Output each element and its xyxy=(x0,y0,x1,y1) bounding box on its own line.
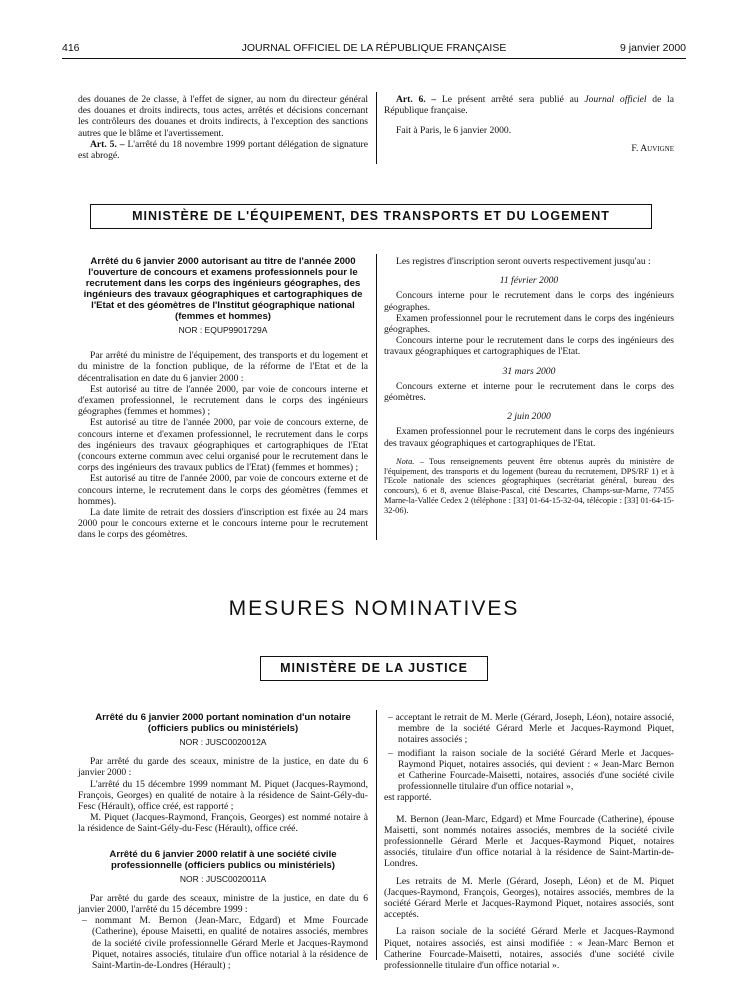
date2-item: Concours externe et interne pour le recrutement dans le corps des géomètres. xyxy=(384,380,674,404)
date1-item-1: Concours interne pour le recrutement dans le corps des ingénieurs géographes. xyxy=(384,290,674,313)
arrete2-para-3: M. Piquet (Jacques-Raymond, François, Georges) est nommé notaire à la résidence de Saint-Gély-du-Fesc (Hérault), office créé. xyxy=(78,812,368,835)
art6-text-b: de la République française. xyxy=(384,94,674,117)
page-number: 416 xyxy=(62,42,80,54)
justice-right-column xyxy=(384,712,674,971)
ministry-equipement-box: MINISTÈRE DE L'ÉQUIPEMENT, DES TRANSPORTS ET DU LOGEMENT xyxy=(90,204,652,229)
date-2-juin: 2 juin 2000 xyxy=(507,411,551,423)
header-rule xyxy=(62,58,686,59)
fait-a-paris: Fait à Paris, le 6 janvier 2000. xyxy=(396,125,512,137)
issue-date: 9 janvier 2000 xyxy=(620,42,686,54)
arrete3-dash-1: – nommant M. Bernon (Jean-Marc, Edgard) et Mme Fourcade (Catherine), épouse Maisetti, en qualité de notaires associés, membres de la société civile professionnelle Gérard Merle et Jacques-Raymond Piquet, notaires associés, titulaire d'un office notarial à la résidence de Saint-Martin-de-Londres (Hérault) ; xyxy=(82,915,368,972)
arrete1-right-column xyxy=(384,256,674,516)
arrete3-para-2: Les retraits de M. Merle (Gérard, Joseph, Léon) et de M. Piquet (Jacques-Raymond, François, Georges), notaires associés, membres de la société Gérard Merle et Jacques-Raymond Piquet, notaires associés, sont acceptés. xyxy=(384,875,674,921)
arrete3-dash-2: – acceptant le retrait de M. Merle (Gérard, Joseph, Léon), notaire associé, membre de la société Gérard Merle et Jacques-Raymond Piquet, notaires associés ; xyxy=(388,712,674,746)
date-31-mars: 31 mars 2000 xyxy=(502,365,556,377)
registres-intro: Les registres d'inscription seront ouverts respectivement jusqu'au : xyxy=(396,256,651,267)
arrete1-nor: NOR : EQUP9901729A xyxy=(178,325,268,335)
date-11-fevrier: 11 février 2000 xyxy=(499,275,559,287)
arrete3-nor: NOR : JUSC0020011A xyxy=(179,873,267,884)
section-title: MESURES NOMINATIVES xyxy=(228,597,520,620)
delegation-paragraph: des douanes de 2e classe, à l'effet de signer, au nom du directeur général des douanes et droits indirects, tous actes, arrêtés et décisions concernant les contrôleurs des douanes et droits indirects, à l'exception des sanctions autres que le blâme et l'avertissement. xyxy=(78,94,368,139)
art6-label: Art. 6. – xyxy=(396,94,437,105)
arrete1-para-5: La date limite de retrait des dossiers d'inscription est fixée au 24 mars 2000 pour le concours externe et le concours interne pour le recrutement dans le corps des géomètres. xyxy=(78,507,368,541)
top-right-column xyxy=(384,94,674,154)
date1-item-2: Examen professionnel pour le recrutement dans le corps des ingénieurs géographes. xyxy=(384,312,674,336)
signature: F. Auvigne xyxy=(631,142,674,154)
arrete3-title: Arrêté du 6 janvier 2000 relatif à une société civile professionnelle (officiers publics ou ministériels) xyxy=(109,848,337,871)
art5-label: Art. 5. – xyxy=(90,138,125,150)
art5-text: L'arrêté du 18 novembre 1999 portant délégation de signature est abrogé. xyxy=(78,138,368,162)
arrete2-title: Arrêté du 6 janvier 2000 portant nomination d'un notaire (officiers publics ou ministériels) xyxy=(95,712,351,734)
justice-left-column xyxy=(78,712,368,971)
ministry-justice-box: MINISTÈRE DE LA JUSTICE xyxy=(260,656,488,681)
arrete1-para-1: Par arrêté du ministre de l'équipement, des transports et du logement et du ministre de la fonction publique, de la réforme de l'Etat et de la décentralisation en date du 6 janvier 2000 : xyxy=(78,350,368,384)
top-left-column xyxy=(78,94,368,161)
arrete3-para-1: M. Bernon (Jean-Marc, Edgard) et Mme Fourcade (Catherine), épouse Maisetti, sont nommés notaires associés, membres de la société civile professionnelle Gérard Merle et Jacques-Raymond Piquet, notaires associés, titulaire d'un office notarial à la résidence de Saint-Martin-de-Londres. xyxy=(384,813,674,870)
arrete2-para-1: Par arrêté du garde des sceaux, ministre de la justice, en date du 6 janvier 2000 : xyxy=(78,756,368,779)
column-divider-middle xyxy=(376,254,377,540)
arrete1-para-4: Est autorisé au titre de l'année 2000, par voie de concours externe et de concours interne, le recrutement dans le corps des géomètres (femmes et hommes). xyxy=(78,473,368,507)
date1-item-3: Concours interne pour le recrutement dans le corps des ingénieurs des travaux géographiques et cartographiques de l'Etat. xyxy=(384,335,674,358)
column-divider-top xyxy=(376,92,377,164)
journal-title: JOURNAL OFFICIEL DE LA RÉPUBLIQUE FRANÇAISE xyxy=(241,42,507,54)
art6-text-a: Le présent arrêté sera publié au xyxy=(441,94,579,105)
nota-label: Nota. xyxy=(396,456,415,466)
arrete1-para-2: Est autorisé au titre de l'année 2000, par voie de concours interne et d'examen professionnel, le recrutement dans le corps des ingénieurs géographes (femmes et hommes) ; xyxy=(78,383,368,418)
nota-text: – Tous renseignements peuvent être obtenus auprès du ministère de l'équipement, des transports et du logement (bureau du recrutement, DPS/RF 1) et à l'Ecole nationale des sciences géographiques (secrétariat général, bureau des concours), 6 et 8, avenue Blaise-Pascal, cité Descartes, Champs-sur-Marne, 77455 Marne-la-Vallée Cedex 2 (téléphone : [33] 01-64-15-32-04, télécopie : [33] 01-64-15-32-06). xyxy=(384,456,675,515)
arrete1-title: Arrêté du 6 janvier 2000 autorisant au titre de l'année 2000 l'ouverture de concours et examens professionnels pour le recrutement dans les corps des ingénieurs géographes, des ingénieurs des travaux géographiques et cartographiques de l'Etat et des géomètres de l'Institut géographique national (femmes et hommes) xyxy=(83,256,363,322)
arrete3-dash-3: – modifiant la raison sociale de la société Gérard Merle et Jacques-Raymond Piquet, notaires associés, qui devient : « Jean-Marc Bernon et Catherine Fourcade-Maisetti, notaires, associés d'une société civile professionnelle titulaire d'un office notarial », xyxy=(388,747,674,793)
arrete2-nor: NOR : JUSC0020012A xyxy=(179,737,267,747)
column-divider-bottom xyxy=(376,710,377,960)
arrete3-intro: Par arrêté du garde des sceaux, ministre de la justice, en date du 6 janvier 2000, l'arrêté du 15 décembre 1999 : xyxy=(78,892,368,916)
arrete3-rapporte: est rapporté. xyxy=(384,792,432,804)
date3-item: Examen professionnel pour le recrutement dans le corps des ingénieurs des travaux géographiques et cartographiques de l'Etat. xyxy=(384,426,674,449)
journal-officiel-ref: Journal officiel xyxy=(584,94,647,105)
arrete1-para-3: Est autorisé au titre de l'année 2000, par voie de concours externe, de concours interne et d'examen professionnel, le recrutement dans le corps des ingénieurs des travaux géographiques et cartographiques de l'Etat (concours externe commun avec celui organisé pour le recrutement dans le corps des ingénieurs des travaux publics de l'Etat) (femmes et hommes) ; xyxy=(78,417,368,474)
arrete2-para-2: L'arrêté du 15 décembre 1999 nommant M. Piquet (Jacques-Raymond, François, Georges) en qualité de notaire à la résidence de Saint-Gély-du-Fesc (Hérault), office créé, est rapporté ; xyxy=(78,778,368,813)
arrete3-para-3: La raison sociale de la société Gérard Merle et Jacques-Raymond Piquet, notaires associés, est ainsi modifiée : « Jean-Marc Bernon et Catherine Fourcade-Maisetti, notaires, associés d'une société civile professionnelle titulaire d'un office notarial ». xyxy=(384,926,674,972)
arrete1-left-column xyxy=(78,256,368,541)
